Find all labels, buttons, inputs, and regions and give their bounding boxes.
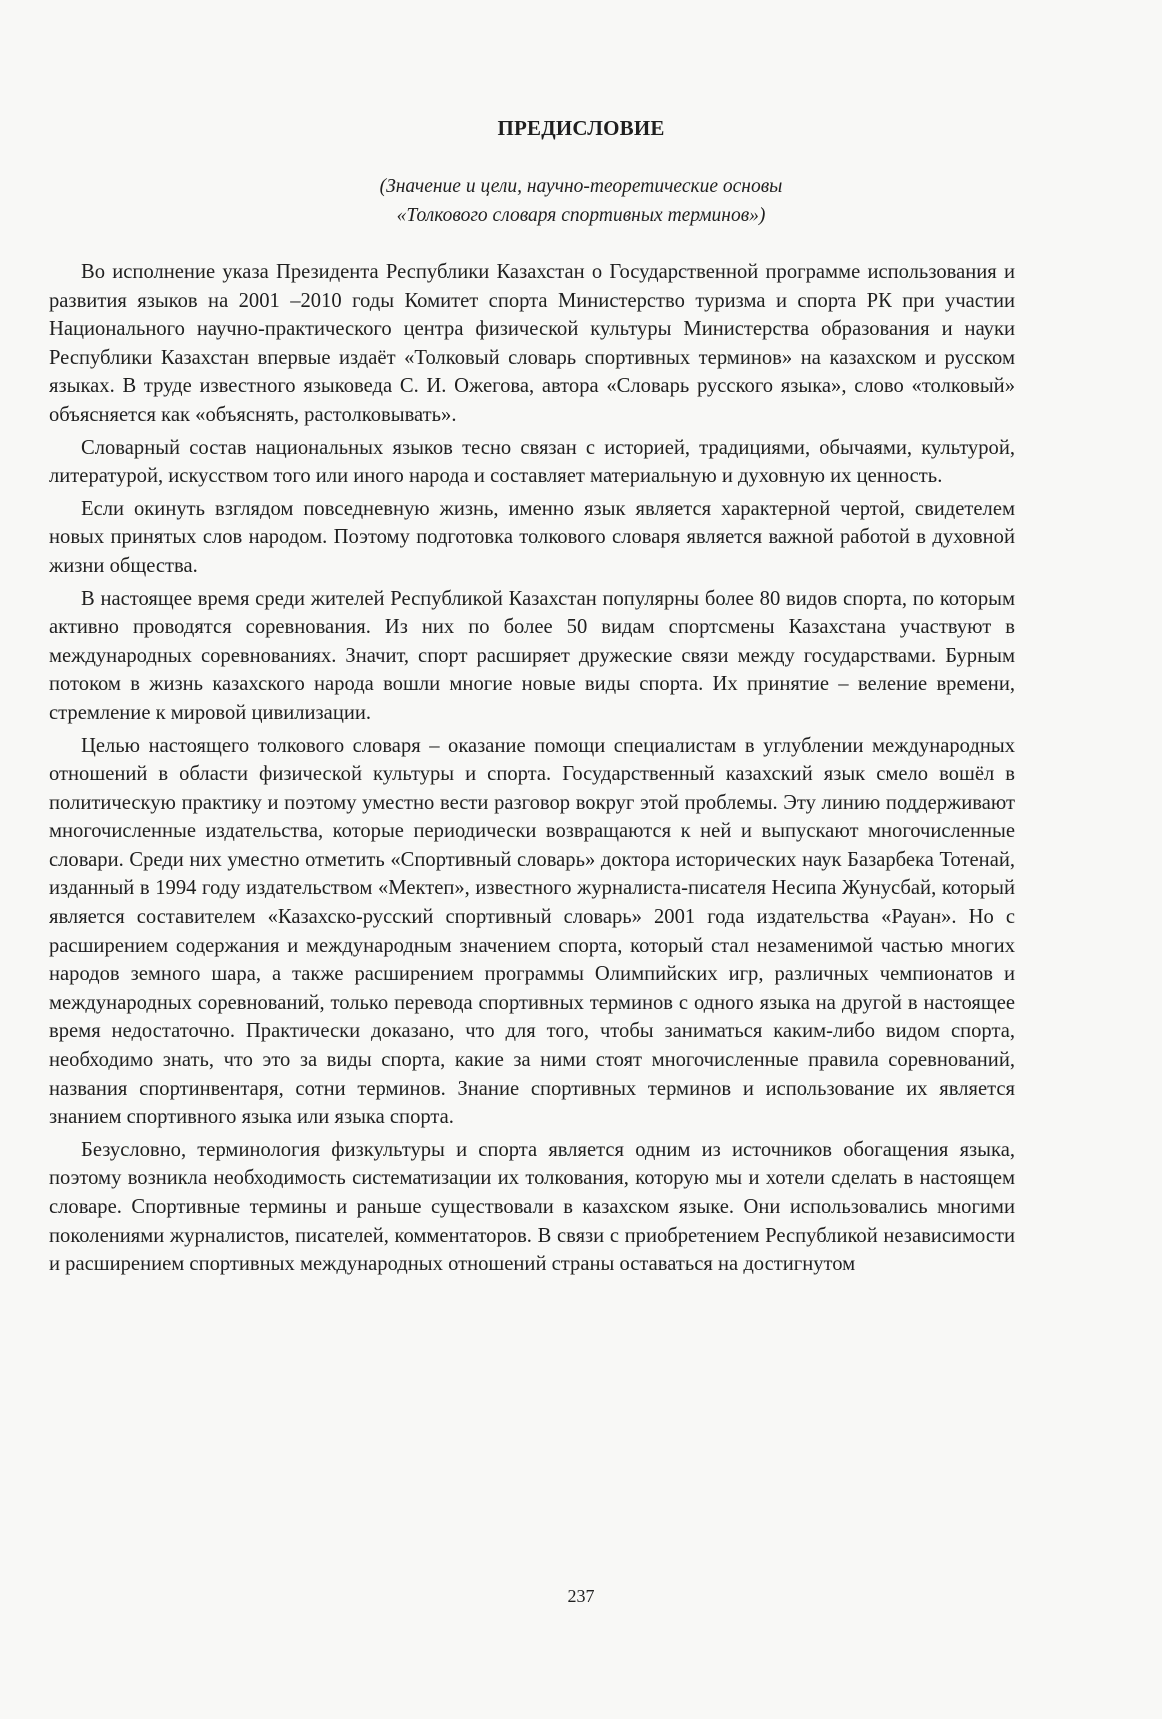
paragraph: Целью настоящего толкового словаря – оказание помощи специалистам в углублении международных отношений в области физической культуры и спорта. Государственный казахский язык смело вошёл в политическую практику и поэтому уместно вести разговор вокруг этой проблемы. Эту линию поддерживают многочисленные издательства, которые периодически возвращаются к ней и выпускают многочисленные словари. Среди них уместно отметить «Спортивный словарь» доктора исторических наук Базарбека Тотенай, изданный в 1994 году издательством «Мектеп», известного журналиста-писателя Несипа Жунусбай, который является составителем «Казахско-русский спортивный словарь» 2001 года издательства «Рауан». Но с расширением содержания и международным значением спорта, который стал незаменимой частью многих народов земного шара, а также расширением программы Олимпийских игр, различных чемпионатов и международных соревнований, только перевода спортивных терминов с одного языка на другой в настоящее время недостаточно. Практически доказано, что для того, чтобы заниматься каким-либо видом спорта, необходимо знать, что это за виды спорта, какие за ними стоят многочисленные правила соревнований, названия спортинвентаря, сотни терминов. Знание спортивных терминов и использование их является знанием спортивного языка или языка спорта. (49, 734, 1015, 1129)
subtitle-line-2: «Толкового словаря спортивных терминов») (396, 205, 766, 226)
page-subtitle (0, 172, 1162, 230)
paragraph: Во исполнение указа Президента Республики Казахстан о Государственной программе использования и развития языков на 2001 –2010 годы Комитет спорта Министерство туризма и спорта РК при участии Национального научно-практического центра физической культуры Министерства образования и науки Республики Казахстан впервые издаёт «Толковый словарь спортивных терминов» на казахском и русском языках. В труде известного языковеда С. И. Ожегова, автора «Словарь русского языка», слово «толковый» объясняется как «объяснять, растолковывать». (49, 261, 1015, 426)
paragraph: Безусловно, терминология физкультуры и спорта является одним из источников обогащения языка, поэтому возникла необходимость систематизации их толкования, которую мы и хотели сделать в настоящем словаре. Спортивные термины и раньше существовали в казахском языке. Они использовались многими поколениями журналистов, писателей, комментаторов. В связи с приобретением Республикой независимости и расширением спортивных международных отношений страны оставаться на достигнутом (49, 1138, 1015, 1276)
paragraph: Словарный состав национальных языков тесно связан с историей, традициями, обычаями, культурой, литературой, искусством того или иного народа и составляет материальную и духовную их ценность. (49, 436, 1015, 488)
body-text (49, 258, 1015, 1283)
paragraph: Если окинуть взглядом повседневную жизнь, именно язык является характерной чертой, свидетелем новых принятых слов народом. Поэтому подготовка толкового словаря является важной работой в духовной жизни общества. (49, 497, 1015, 577)
subtitle-line-1: (Значение и цели, научно-теоретические основы (379, 176, 783, 197)
page-number: 237 (567, 1586, 595, 1606)
paragraph: В настоящее время среди жителей Республикой Казахстан популярны более 80 видов спорта, по которым активно проводятся соревнования. Из них по более 50 видам спортсмены Казахстана участвуют в международных соревнованиях. Значит, спорт расширяет дружеские связи между государствами. Бурным потоком в жизнь казахского народа вошли многие новые виды спорта. Их принятие – веление времени, стремление к мировой цивилизации. (49, 587, 1015, 724)
page-title: ПРЕДИСЛОВИЕ (497, 116, 665, 140)
